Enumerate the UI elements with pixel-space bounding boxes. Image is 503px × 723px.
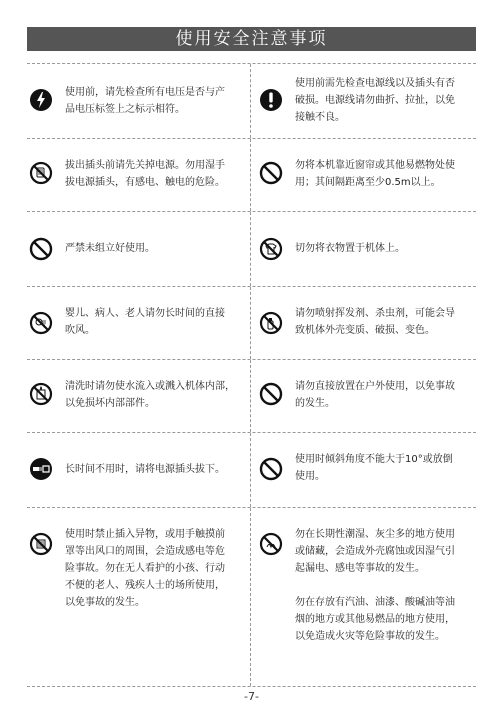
safety-item <box>251 139 475 211</box>
safety-text: 使用前需先检查电源线以及插头有否 破损。电源线请勿曲折、拉扯，以免 接触不良。 <box>295 78 455 123</box>
exclamation-icon <box>259 88 283 112</box>
safety-text: 请勿直接放置在户外使用，以免事故 的发生。 <box>295 381 455 409</box>
no-water-icon <box>29 382 53 406</box>
safety-text: 切勿将衣物置于机体上。 <box>295 243 405 254</box>
table-row <box>27 359 476 432</box>
safety-item <box>251 360 475 432</box>
safety-item <box>251 287 475 359</box>
page-title: 使用安全注意事项 <box>27 27 476 51</box>
page-number: -7- <box>244 690 259 703</box>
table-row <box>27 211 476 286</box>
safety-item <box>27 139 251 211</box>
safety-text: 请勿喷射挥发剂、杀虫剂，可能会导 致机体外壳变质、破损、变色。 <box>295 308 455 336</box>
no-finger-icon <box>29 532 53 556</box>
table-row <box>27 432 476 507</box>
safety-text: 使用前，请先检查所有电压是否与产 品电压标签上之标示相符。 <box>65 87 225 115</box>
safety-text: 勿将本机靠近窗帘或其他易燃物处使 用；其间隔距离至少0.5m以上。 <box>295 160 455 188</box>
safety-item <box>27 287 251 359</box>
safety-text: 清洗时请勿使水流入或溅入机体内部， 以免损坏内部部件。 <box>65 381 235 409</box>
no-clothes-icon <box>259 237 283 261</box>
unplug-icon <box>29 457 53 481</box>
safety-item <box>27 212 251 286</box>
safety-text: 严禁未组立好使用。 <box>65 243 155 254</box>
safety-text: 长时间不用时，请将电源插头拔下。 <box>65 464 225 475</box>
safety-item <box>27 508 251 686</box>
safety-text: 勿在长期性潮湿、灰尘多的地方使用 或储藏，会造成外壳腐蚀或因湿气引 起漏电、感电等事故的发生。 勿在存放有汽油、油漆、酸碱油等油 烟的地方或其他易燃品的地方使用， 以免造成火灾等危险事故的发生。 <box>295 529 455 642</box>
table-row <box>27 63 476 138</box>
prohibited-icon <box>29 237 53 261</box>
safety-text: 使用时倾斜角度不能大于10°或放倒 使用。 <box>295 454 453 482</box>
safety-item <box>27 64 251 138</box>
prohibited-icon <box>259 457 283 481</box>
safety-item <box>251 433 475 507</box>
table-row <box>27 138 476 211</box>
table-row <box>27 286 476 359</box>
safety-grid <box>27 63 476 687</box>
safety-item <box>251 64 475 138</box>
prohibited-icon <box>259 382 283 406</box>
safety-item <box>27 360 251 432</box>
safety-item <box>251 212 475 286</box>
table-row <box>27 507 476 687</box>
safety-item <box>27 433 251 507</box>
safety-text: 婴儿、病人、老人请勿长时间的直接 吹风。 <box>65 308 225 336</box>
prohibited-icon <box>259 161 283 185</box>
safety-text: 使用时禁止插入异物，或用手触摸前 罩等出风口的周围，会造成感电等危 险事故。勿在无人看护的小孩、行动 不便的老人、残疾人士的场所使用， 以免事故的发生。 <box>65 529 225 608</box>
no-long-blow-icon <box>29 311 53 335</box>
safety-item <box>251 508 475 686</box>
no-wet-hands-icon <box>29 161 53 185</box>
electric-warning-icon <box>29 88 53 112</box>
no-humid-icon <box>259 532 283 556</box>
no-spray-icon <box>259 311 283 335</box>
safety-text: 拔出插头前请先关掉电源。勿用湿手 拔电源插头，有感电、触电的危险。 <box>65 160 225 188</box>
